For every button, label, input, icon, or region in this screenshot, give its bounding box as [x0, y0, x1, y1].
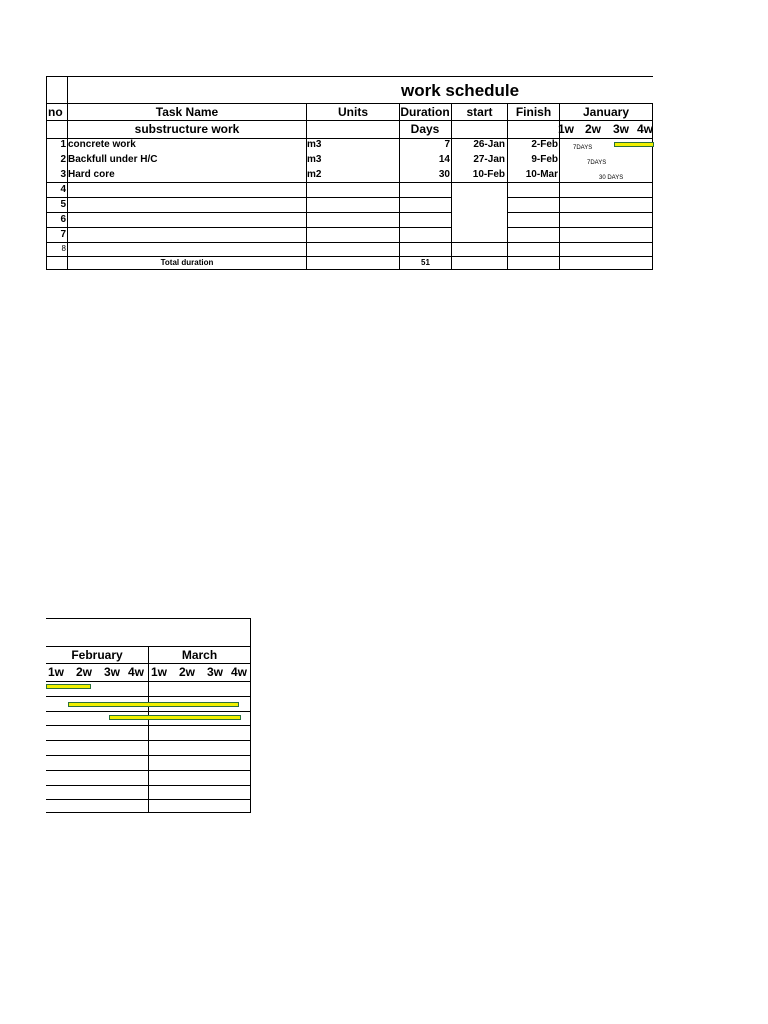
col-header-task: Task Name: [155, 105, 219, 119]
start-cell: 26-Jan: [473, 139, 505, 150]
gantt-bar: [68, 702, 239, 707]
task-name: Backfull under H/C: [68, 154, 158, 165]
row-number: 5: [60, 199, 66, 210]
start-cell: 27-Jan: [473, 154, 505, 165]
gantt-bar: [46, 684, 91, 689]
month-header-february: February: [71, 648, 123, 662]
row-number: 2: [60, 154, 66, 165]
col-header-units: Units: [338, 105, 368, 119]
col-header-duration: Duration: [400, 105, 450, 119]
unit-cell: m3: [307, 154, 322, 165]
week-header: 1w: [151, 665, 168, 679]
task-name: concrete work: [68, 139, 136, 150]
duration-cell: 30: [438, 169, 450, 180]
finish-cell: 9-Feb: [531, 154, 558, 165]
total-duration-value: 51: [421, 258, 430, 267]
row-number: 7: [60, 229, 66, 240]
finish-cell: 10-Mar: [525, 169, 558, 180]
week-header: 4w: [637, 122, 654, 136]
col-header-no: no: [48, 105, 63, 119]
gantt-duration-label: 7DAYS: [573, 145, 593, 151]
row-number: 8: [61, 244, 66, 253]
page-title: work schedule: [401, 81, 520, 100]
duration-unit-label: Days: [410, 122, 440, 136]
unit-cell: m2: [307, 169, 322, 180]
week-header: 2w: [76, 665, 93, 679]
gantt-duration-label: 7DAYS: [587, 160, 607, 166]
week-header: 2w: [585, 122, 602, 136]
gantt-bar: [614, 142, 654, 147]
week-header: 4w: [231, 665, 248, 679]
section-title: substructure work: [134, 122, 240, 136]
row-number: 3: [60, 169, 66, 180]
gantt-duration-label: 30 DAYS: [599, 175, 624, 181]
col-header-finish: Finish: [515, 105, 552, 119]
total-label: Total duration: [160, 258, 214, 267]
col-header-start: start: [466, 105, 493, 119]
duration-cell: 7: [444, 139, 450, 150]
week-header: 1w: [558, 122, 575, 136]
gantt-bar: [109, 715, 241, 720]
week-header: 3w: [104, 665, 121, 679]
week-header: 2w: [179, 665, 196, 679]
week-header: 1w: [48, 665, 65, 679]
row-number: 4: [60, 184, 66, 195]
week-header: 3w: [207, 665, 224, 679]
row-number: 1: [60, 139, 66, 150]
unit-cell: m3: [307, 139, 322, 150]
week-header: 3w: [613, 122, 630, 136]
row-number: 6: [60, 214, 66, 225]
finish-cell: 2-Feb: [531, 139, 558, 150]
start-cell: 10-Feb: [472, 169, 505, 180]
month-header-january: January: [582, 105, 630, 119]
duration-cell: 14: [438, 154, 450, 165]
month-header-march: March: [181, 648, 218, 662]
task-name: Hard core: [68, 169, 115, 180]
week-header: 4w: [128, 665, 145, 679]
